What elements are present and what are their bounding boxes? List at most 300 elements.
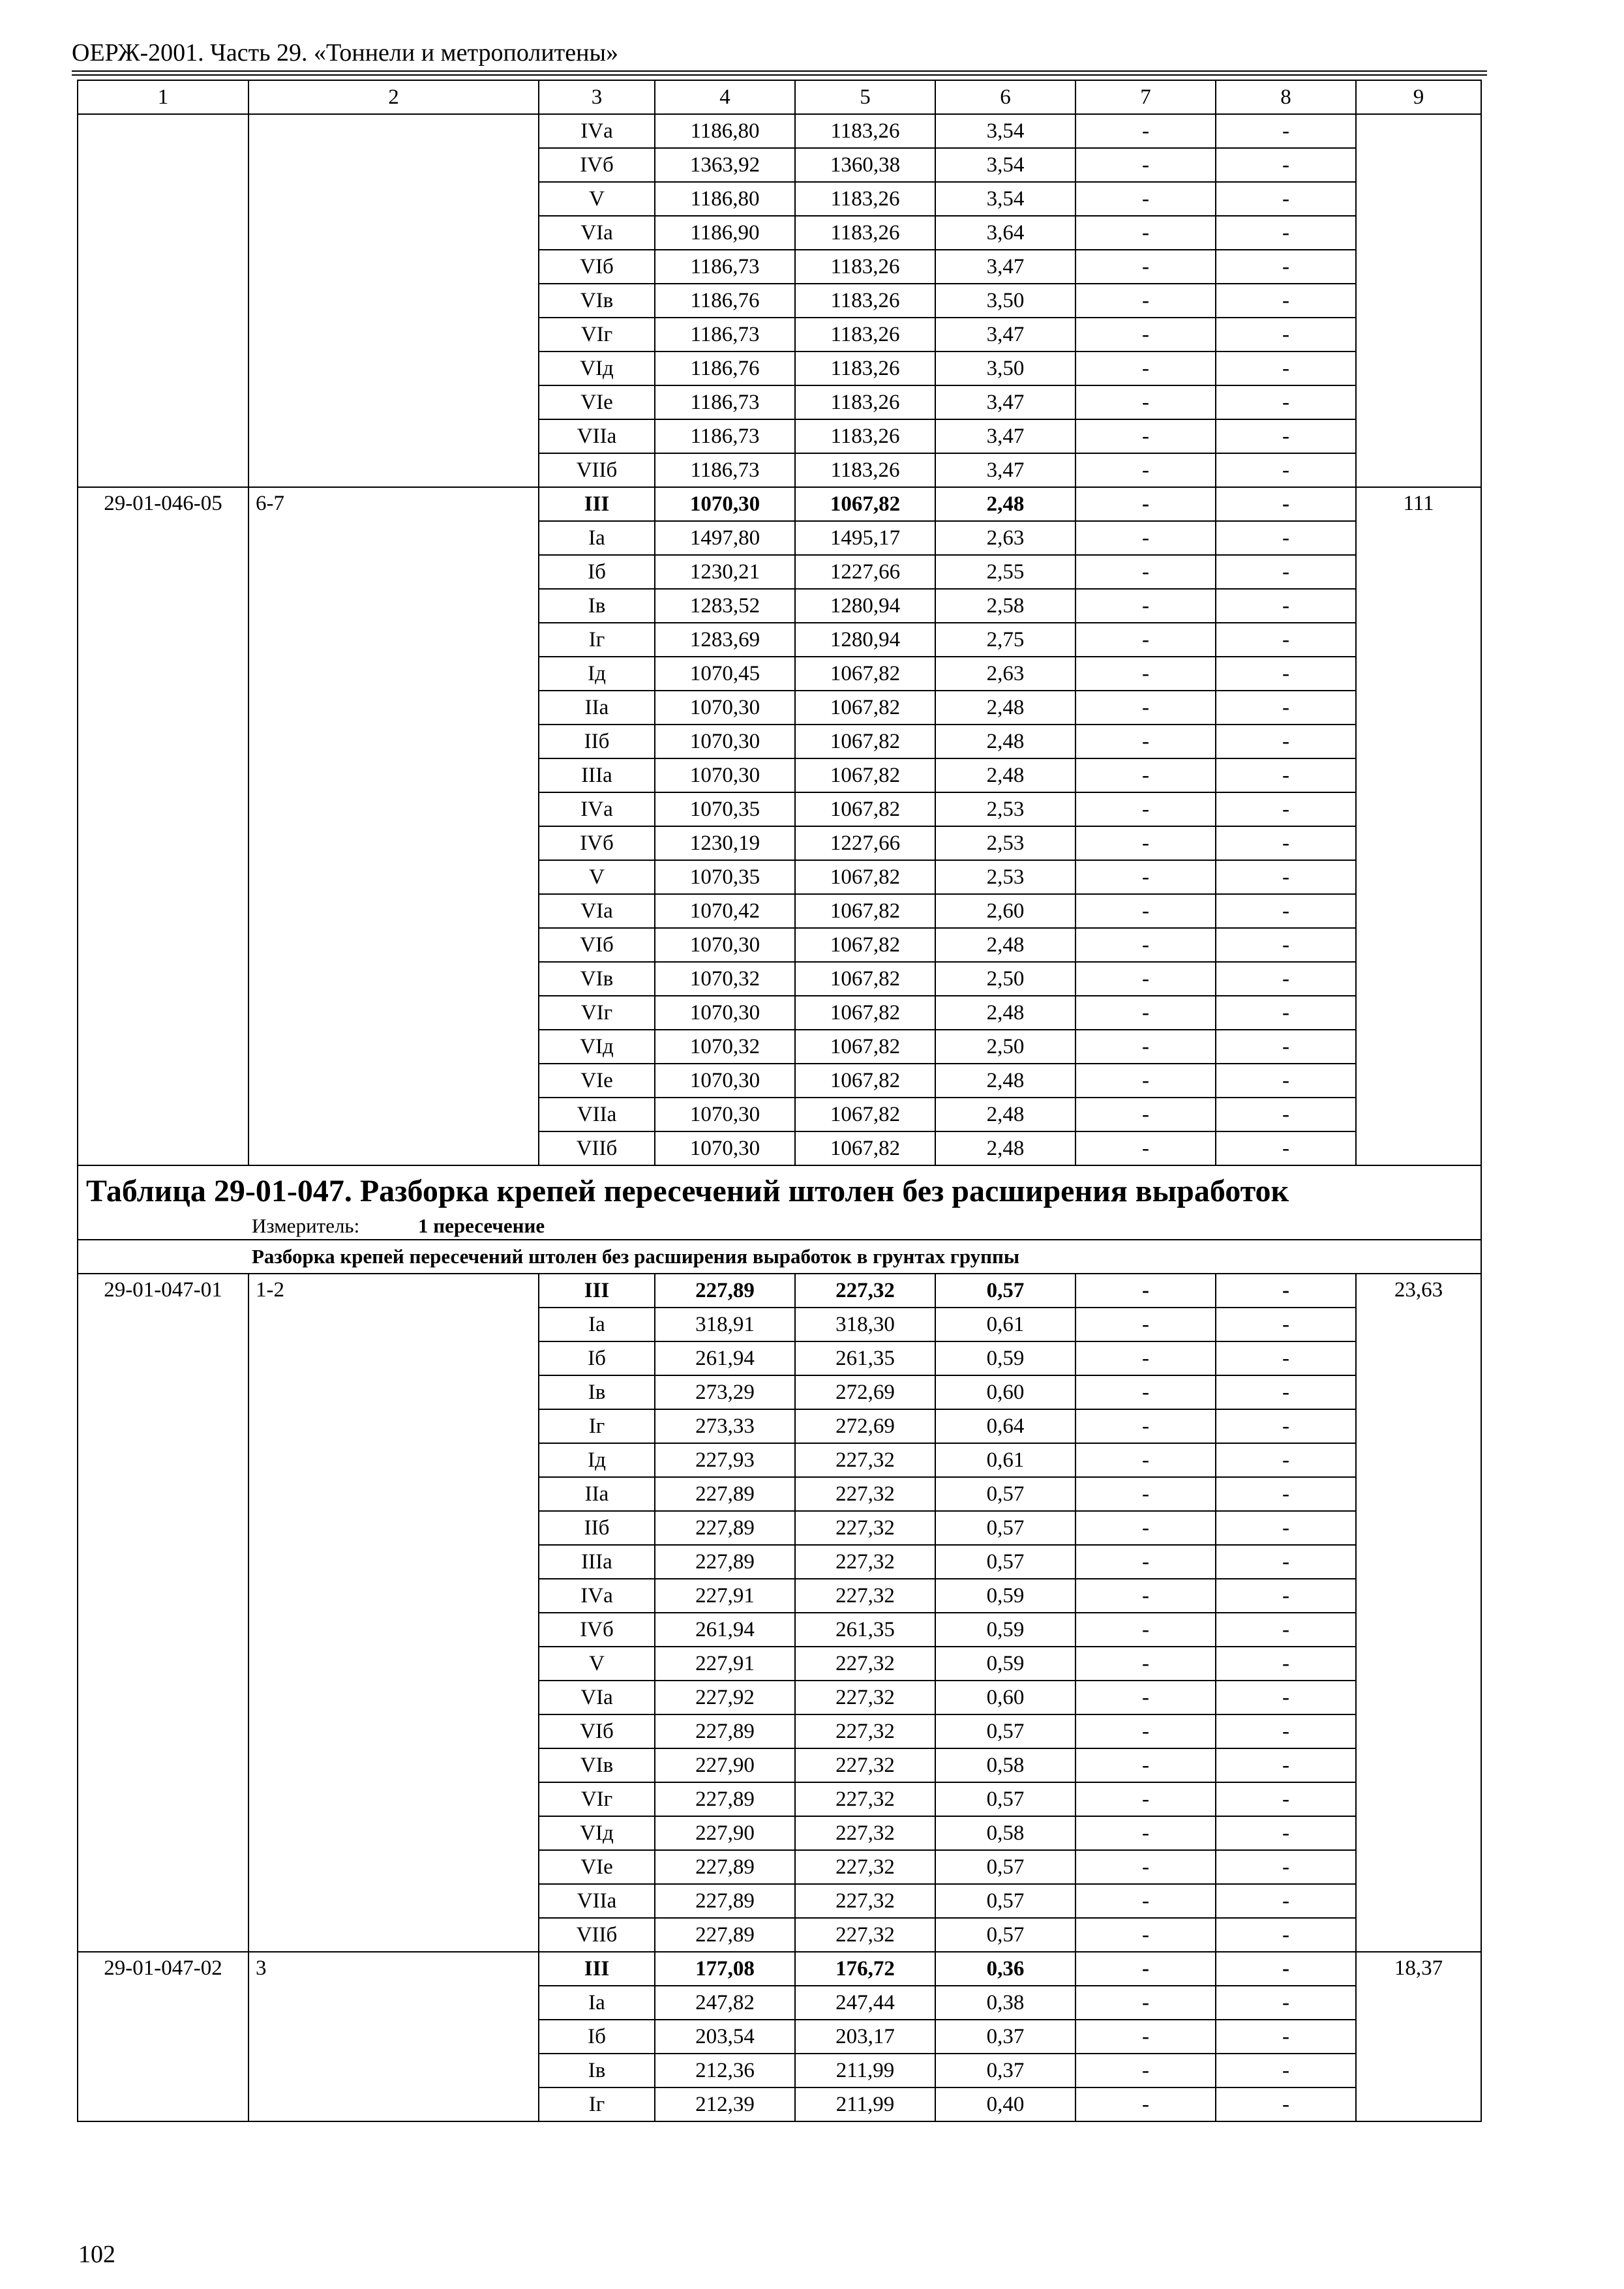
value-cell: 227,32 xyxy=(795,1647,935,1681)
value-cell: 3,47 xyxy=(935,453,1075,487)
column-number: 1 xyxy=(78,80,248,114)
value-cell: 1183,26 xyxy=(795,453,935,487)
value-cell: 1070,30 xyxy=(655,1064,795,1098)
value-cell: 261,94 xyxy=(655,1613,795,1647)
value-cell: - xyxy=(1216,826,1356,860)
value-cell: 211,99 xyxy=(795,2087,935,2121)
table-title: Таблица 29-01-047. Разборка крепей пересечений штолен без расширения выработок xyxy=(78,1165,1481,1213)
value-cell: 1363,92 xyxy=(655,148,795,182)
value-cell: - xyxy=(1216,1748,1356,1782)
value-cell: 203,17 xyxy=(795,2020,935,2054)
value-cell: - xyxy=(1216,2054,1356,2087)
value-cell: VIIа xyxy=(539,1884,655,1918)
value-cell: 0,59 xyxy=(935,1341,1075,1375)
value-cell: - xyxy=(1075,589,1216,623)
value-cell: VIа xyxy=(539,216,655,250)
value-cell: - xyxy=(1075,1030,1216,1064)
value-cell: 0,37 xyxy=(935,2054,1075,2087)
value-cell: 227,89 xyxy=(655,1511,795,1545)
value-cell: 2,48 xyxy=(935,758,1075,792)
value-cell: 1067,82 xyxy=(795,487,935,521)
value-cell: 2,63 xyxy=(935,521,1075,555)
value-cell: - xyxy=(1216,1714,1356,1748)
value-cell: VIг xyxy=(539,1782,655,1816)
value-cell: Iа xyxy=(539,1986,655,2020)
value-cell: Iд xyxy=(539,1443,655,1477)
value-cell: 0,57 xyxy=(935,1477,1075,1511)
value-cell: III xyxy=(539,1274,655,1308)
value-cell: 3,50 xyxy=(935,284,1075,318)
value-cell: 2,55 xyxy=(935,555,1075,589)
value-cell: VIв xyxy=(539,1748,655,1782)
rates-table xyxy=(77,80,1482,2122)
value-cell: 1183,26 xyxy=(795,216,935,250)
value-cell: 1070,32 xyxy=(655,962,795,996)
value-cell: 3,47 xyxy=(935,318,1075,352)
value-cell: III xyxy=(539,1952,655,1986)
value-cell: - xyxy=(1075,1748,1216,1782)
value-cell: - xyxy=(1075,996,1216,1030)
code-cell xyxy=(78,114,248,487)
value-cell: 1070,30 xyxy=(655,1131,795,1165)
value-cell: 1283,52 xyxy=(655,589,795,623)
value-cell: - xyxy=(1216,1477,1356,1511)
value-cell: 1067,82 xyxy=(795,725,935,758)
value-cell: 227,90 xyxy=(655,1748,795,1782)
value-cell: - xyxy=(1216,1308,1356,1341)
value-cell: 227,90 xyxy=(655,1816,795,1850)
column-number: 3 xyxy=(539,80,655,114)
value-cell: - xyxy=(1075,691,1216,725)
value-cell: - xyxy=(1216,1918,1356,1952)
value-cell: - xyxy=(1075,1511,1216,1545)
value-cell: 1067,82 xyxy=(795,1030,935,1064)
value-cell: 0,57 xyxy=(935,1274,1075,1308)
value-cell: 1070,30 xyxy=(655,928,795,962)
value-cell: IVб xyxy=(539,148,655,182)
value-cell: - xyxy=(1075,860,1216,894)
value-cell: 1186,80 xyxy=(655,182,795,216)
value-cell: VIIб xyxy=(539,453,655,487)
value-cell: - xyxy=(1075,1131,1216,1165)
table-title-row xyxy=(78,1165,1481,1213)
value-cell: 2,53 xyxy=(935,792,1075,826)
value-cell: 177,08 xyxy=(655,1952,795,1986)
column-number: 7 xyxy=(1075,80,1216,114)
value-cell: 1183,26 xyxy=(795,114,935,148)
measure-value: 1 пересечение xyxy=(418,1214,545,1237)
value-cell: Iв xyxy=(539,1375,655,1409)
value-cell: 1070,30 xyxy=(655,691,795,725)
value-cell: 0,58 xyxy=(935,1816,1075,1850)
value-cell: 2,53 xyxy=(935,860,1075,894)
value-cell: - xyxy=(1216,962,1356,996)
value-cell: IIа xyxy=(539,1477,655,1511)
value-cell: 1186,80 xyxy=(655,114,795,148)
value-cell: - xyxy=(1075,1274,1216,1308)
value-cell: 3,50 xyxy=(935,352,1075,385)
value-cell: 261,35 xyxy=(795,1613,935,1647)
value-cell: - xyxy=(1216,1341,1356,1375)
value-cell: VIа xyxy=(539,1681,655,1714)
value-cell: 227,89 xyxy=(655,1714,795,1748)
value-cell: 227,32 xyxy=(795,1850,935,1884)
value-cell: - xyxy=(1216,996,1356,1030)
value-cell: 176,72 xyxy=(795,1952,935,1986)
value-cell: 2,58 xyxy=(935,589,1075,623)
value-cell: - xyxy=(1075,216,1216,250)
value-cell: 273,33 xyxy=(655,1409,795,1443)
value-cell: 1067,82 xyxy=(795,657,935,691)
table-row xyxy=(78,487,1481,521)
value-cell: 1070,35 xyxy=(655,792,795,826)
value-cell: 1186,73 xyxy=(655,419,795,453)
value-cell: - xyxy=(1075,419,1216,453)
value-cell: - xyxy=(1216,250,1356,284)
value-cell: - xyxy=(1075,1613,1216,1647)
name-cell: 1-2 xyxy=(248,1274,539,1952)
value-cell: 227,32 xyxy=(795,1274,935,1308)
header-rule-bottom xyxy=(72,74,1487,76)
value-cell: - xyxy=(1216,1131,1356,1165)
value-cell: VIе xyxy=(539,385,655,419)
value-cell: 1070,45 xyxy=(655,657,795,691)
value-cell: IIа xyxy=(539,691,655,725)
value-cell: - xyxy=(1075,521,1216,555)
total-cell: 111 xyxy=(1356,487,1481,1165)
value-cell: 227,32 xyxy=(795,1443,935,1477)
value-cell: 1067,82 xyxy=(795,894,935,928)
value-cell: 0,60 xyxy=(935,1681,1075,1714)
value-cell: 1280,94 xyxy=(795,589,935,623)
name-cell xyxy=(248,114,539,487)
value-cell: 1227,66 xyxy=(795,826,935,860)
value-cell: 1230,19 xyxy=(655,826,795,860)
value-cell: 227,89 xyxy=(655,1477,795,1511)
value-cell: - xyxy=(1075,894,1216,928)
value-cell: - xyxy=(1075,2054,1216,2087)
code-cell: 29-01-047-01 xyxy=(78,1274,248,1952)
value-cell: - xyxy=(1216,1986,1356,2020)
value-cell: - xyxy=(1075,1986,1216,2020)
value-cell: VIа xyxy=(539,894,655,928)
value-cell: 272,69 xyxy=(795,1375,935,1409)
value-cell: 1067,82 xyxy=(795,1064,935,1098)
value-cell: - xyxy=(1216,555,1356,589)
value-cell: - xyxy=(1216,2020,1356,2054)
value-cell: - xyxy=(1216,1274,1356,1308)
value-cell: - xyxy=(1216,385,1356,419)
group-heading-row xyxy=(78,1240,1481,1274)
value-cell: 1183,26 xyxy=(795,352,935,385)
value-cell: - xyxy=(1075,1341,1216,1375)
value-cell: 0,40 xyxy=(935,2087,1075,2121)
value-cell: - xyxy=(1216,487,1356,521)
value-cell: - xyxy=(1075,1579,1216,1613)
value-cell: 3,54 xyxy=(935,148,1075,182)
value-cell: - xyxy=(1216,1579,1356,1613)
value-cell: - xyxy=(1075,1816,1216,1850)
value-cell: 212,39 xyxy=(655,2087,795,2121)
value-cell: - xyxy=(1075,1064,1216,1098)
value-cell: IIIа xyxy=(539,1545,655,1579)
value-cell: 2,50 xyxy=(935,962,1075,996)
value-cell: 227,91 xyxy=(655,1579,795,1613)
value-cell: - xyxy=(1075,1098,1216,1131)
value-cell: Iг xyxy=(539,1409,655,1443)
measure-row xyxy=(78,1213,1481,1240)
value-cell: Iб xyxy=(539,2020,655,2054)
value-cell: - xyxy=(1216,182,1356,216)
value-cell: - xyxy=(1216,1030,1356,1064)
value-cell: 227,89 xyxy=(655,1545,795,1579)
group-heading-cell xyxy=(78,1240,1481,1274)
value-cell: 2,48 xyxy=(935,691,1075,725)
value-cell: - xyxy=(1216,792,1356,826)
value-cell: 1360,38 xyxy=(795,148,935,182)
value-cell: 227,32 xyxy=(795,1782,935,1816)
column-number-row xyxy=(78,80,1481,114)
column-number: 6 xyxy=(935,80,1075,114)
value-cell: VIв xyxy=(539,284,655,318)
value-cell: 3,47 xyxy=(935,419,1075,453)
value-cell: Iа xyxy=(539,1308,655,1341)
value-cell: - xyxy=(1216,758,1356,792)
value-cell: 1186,73 xyxy=(655,453,795,487)
value-cell: 2,48 xyxy=(935,725,1075,758)
value-cell: - xyxy=(1075,2087,1216,2121)
value-cell: 1067,82 xyxy=(795,962,935,996)
value-cell: 1070,30 xyxy=(655,758,795,792)
value-cell: 227,89 xyxy=(655,1884,795,1918)
value-cell: - xyxy=(1216,1681,1356,1714)
value-cell: - xyxy=(1216,1782,1356,1816)
column-number: 4 xyxy=(655,80,795,114)
value-cell: 0,36 xyxy=(935,1952,1075,1986)
value-cell: 1283,69 xyxy=(655,623,795,657)
value-cell: VIе xyxy=(539,1850,655,1884)
value-cell: 227,32 xyxy=(795,1545,935,1579)
value-cell: - xyxy=(1075,1409,1216,1443)
value-cell: 2,75 xyxy=(935,623,1075,657)
value-cell: - xyxy=(1216,148,1356,182)
value-cell: - xyxy=(1216,1064,1356,1098)
value-cell: - xyxy=(1075,928,1216,962)
value-cell: 1183,26 xyxy=(795,284,935,318)
value-cell: 227,89 xyxy=(655,1782,795,1816)
value-cell: - xyxy=(1075,1714,1216,1748)
total-cell: 23,63 xyxy=(1356,1274,1481,1952)
value-cell: 1067,82 xyxy=(795,860,935,894)
value-cell: Iг xyxy=(539,623,655,657)
value-cell: 1070,35 xyxy=(655,860,795,894)
value-cell: - xyxy=(1075,148,1216,182)
value-cell: 1070,32 xyxy=(655,1030,795,1064)
value-cell: VIг xyxy=(539,318,655,352)
value-cell: - xyxy=(1075,725,1216,758)
value-cell: 3,64 xyxy=(935,216,1075,250)
value-cell: - xyxy=(1075,1952,1216,1986)
value-cell: 0,38 xyxy=(935,1986,1075,2020)
code-cell: 29-01-046-05 xyxy=(78,487,248,1165)
code-cell: 29-01-047-02 xyxy=(78,1952,248,2121)
value-cell: 227,93 xyxy=(655,1443,795,1477)
value-cell: 2,48 xyxy=(935,487,1075,521)
value-cell: 227,32 xyxy=(795,1579,935,1613)
value-cell: - xyxy=(1216,1613,1356,1647)
value-cell: IVа xyxy=(539,114,655,148)
value-cell: 1230,21 xyxy=(655,555,795,589)
value-cell: 0,59 xyxy=(935,1579,1075,1613)
value-cell: - xyxy=(1216,691,1356,725)
value-cell: - xyxy=(1075,1782,1216,1816)
measure-label: Измеритель: xyxy=(252,1214,360,1237)
value-cell: 227,32 xyxy=(795,1748,935,1782)
value-cell: - xyxy=(1216,419,1356,453)
value-cell: 1067,82 xyxy=(795,996,935,1030)
value-cell: Iа xyxy=(539,521,655,555)
value-cell: 2,48 xyxy=(935,1098,1075,1131)
value-cell: - xyxy=(1216,1545,1356,1579)
value-cell: VIд xyxy=(539,1030,655,1064)
value-cell: 2,60 xyxy=(935,894,1075,928)
value-cell: 227,32 xyxy=(795,1714,935,1748)
value-cell: VIIа xyxy=(539,419,655,453)
value-cell: V xyxy=(539,1647,655,1681)
page-header-title: ОЕРЖ-2001. Часть 29. «Тоннели и метрополитены» xyxy=(72,39,619,67)
measure-cell xyxy=(78,1213,1481,1240)
value-cell: 227,32 xyxy=(795,1681,935,1714)
value-cell: - xyxy=(1216,2087,1356,2121)
value-cell: III xyxy=(539,487,655,521)
value-cell: 247,82 xyxy=(655,1986,795,2020)
value-cell: - xyxy=(1075,114,1216,148)
value-cell: 261,94 xyxy=(655,1341,795,1375)
value-cell: - xyxy=(1075,453,1216,487)
value-cell: 1186,73 xyxy=(655,318,795,352)
value-cell: - xyxy=(1216,1375,1356,1409)
value-cell: - xyxy=(1216,589,1356,623)
table-row xyxy=(78,114,1481,148)
value-cell: 1070,42 xyxy=(655,894,795,928)
value-cell: 3,54 xyxy=(935,114,1075,148)
value-cell: - xyxy=(1075,1375,1216,1409)
value-cell: 1070,30 xyxy=(655,487,795,521)
value-cell: 227,32 xyxy=(795,1511,935,1545)
value-cell: 3,54 xyxy=(935,182,1075,216)
value-cell: - xyxy=(1216,1884,1356,1918)
value-cell: 3,47 xyxy=(935,250,1075,284)
value-cell: Iб xyxy=(539,555,655,589)
total-cell: 18,37 xyxy=(1356,1952,1481,2121)
value-cell: - xyxy=(1075,1308,1216,1341)
value-cell: 1067,82 xyxy=(795,1131,935,1165)
value-cell: IIб xyxy=(539,1511,655,1545)
value-cell: VIIб xyxy=(539,1918,655,1952)
value-cell: - xyxy=(1075,1850,1216,1884)
value-cell: 1186,73 xyxy=(655,385,795,419)
value-cell: - xyxy=(1216,284,1356,318)
value-cell: - xyxy=(1216,352,1356,385)
value-cell: 1070,30 xyxy=(655,725,795,758)
value-cell: 0,57 xyxy=(935,1545,1075,1579)
value-cell: IIб xyxy=(539,725,655,758)
value-cell: VIб xyxy=(539,1714,655,1748)
value-cell: 0,57 xyxy=(935,1511,1075,1545)
value-cell: - xyxy=(1075,1681,1216,1714)
value-cell: VIв xyxy=(539,962,655,996)
name-cell: 3 xyxy=(248,1952,539,2121)
value-cell: 227,89 xyxy=(655,1850,795,1884)
name-cell: 6-7 xyxy=(248,487,539,1165)
value-cell: - xyxy=(1216,657,1356,691)
value-cell: - xyxy=(1075,250,1216,284)
value-cell: 1186,76 xyxy=(655,352,795,385)
value-cell: - xyxy=(1075,1477,1216,1511)
value-cell: - xyxy=(1075,2020,1216,2054)
value-cell: - xyxy=(1075,826,1216,860)
value-cell: 0,60 xyxy=(935,1375,1075,1409)
value-cell: Iд xyxy=(539,657,655,691)
value-cell: - xyxy=(1075,962,1216,996)
column-number: 8 xyxy=(1216,80,1356,114)
value-cell: - xyxy=(1216,1511,1356,1545)
value-cell: IVа xyxy=(539,792,655,826)
value-cell: 0,61 xyxy=(935,1443,1075,1477)
value-cell: 227,91 xyxy=(655,1647,795,1681)
page-number: 102 xyxy=(78,2241,115,2268)
value-cell: 1067,82 xyxy=(795,928,935,962)
value-cell: - xyxy=(1075,555,1216,589)
value-cell: 2,48 xyxy=(935,928,1075,962)
value-cell: 273,29 xyxy=(655,1375,795,1409)
value-cell: - xyxy=(1075,623,1216,657)
value-cell: 227,32 xyxy=(795,1884,935,1918)
value-cell: 0,57 xyxy=(935,1918,1075,1952)
value-cell: VIг xyxy=(539,996,655,1030)
value-cell: - xyxy=(1216,928,1356,962)
value-cell: - xyxy=(1216,1409,1356,1443)
value-cell: 1280,94 xyxy=(795,623,935,657)
value-cell: - xyxy=(1216,1850,1356,1884)
value-cell: 1186,73 xyxy=(655,250,795,284)
value-cell: 0,57 xyxy=(935,1714,1075,1748)
value-cell: Iг xyxy=(539,2087,655,2121)
value-cell: 1183,26 xyxy=(795,419,935,453)
value-cell: - xyxy=(1216,623,1356,657)
value-cell: VIе xyxy=(539,1064,655,1098)
value-cell: VIб xyxy=(539,928,655,962)
table-row xyxy=(78,1274,1481,1308)
value-cell: 2,48 xyxy=(935,1131,1075,1165)
value-cell: - xyxy=(1075,318,1216,352)
group-heading: Разборка крепей пересечений штолен без расширения выработок в грунтах группы xyxy=(252,1245,1020,1268)
value-cell: 0,59 xyxy=(935,1647,1075,1681)
value-cell: 318,91 xyxy=(655,1308,795,1341)
value-cell: 1495,17 xyxy=(795,521,935,555)
value-cell: VIд xyxy=(539,352,655,385)
column-number: 9 xyxy=(1356,80,1481,114)
value-cell: - xyxy=(1216,1098,1356,1131)
value-cell: 272,69 xyxy=(795,1409,935,1443)
value-cell: IIIа xyxy=(539,758,655,792)
value-cell: - xyxy=(1075,792,1216,826)
value-cell: 261,35 xyxy=(795,1341,935,1375)
value-cell: Iв xyxy=(539,2054,655,2087)
value-cell: 211,99 xyxy=(795,2054,935,2087)
value-cell: 0,59 xyxy=(935,1613,1075,1647)
column-number: 5 xyxy=(795,80,935,114)
